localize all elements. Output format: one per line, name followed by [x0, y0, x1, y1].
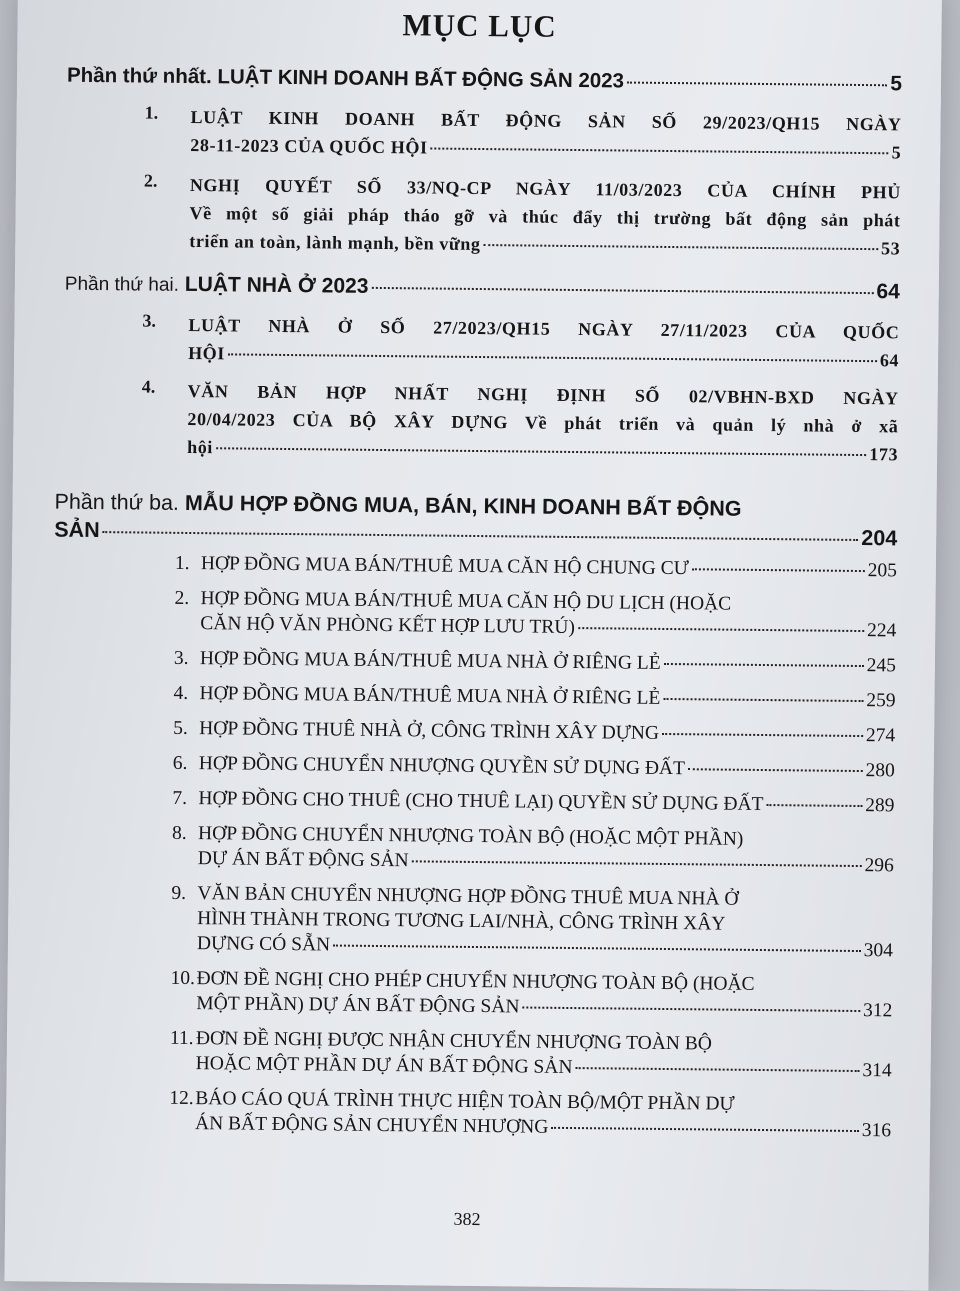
page-ref: 274 [865, 725, 896, 747]
item-line: ĐƠN ĐỀ NGHỊ ĐƯỢC NHẬN CHUYỂN NHƯỢNG TOÀN BỘ [195, 1028, 712, 1055]
entry-line: triển an toàn, lành mạnh, bền vững [189, 230, 481, 255]
item-number: 12. [169, 1087, 194, 1110]
entry-line: VĂN BẢN HỢP NHẤT NGHỊ ĐỊNH SỐ 02/VBHN-BXD NGÀY [187, 380, 899, 409]
leader-dots [662, 733, 863, 737]
item-last-line [198, 786, 894, 818]
item-line: HỢP ĐỒNG MUA BÁN/THUÊ MUA CĂN HỘ CHUNG CƯ [200, 553, 689, 580]
item-line: HỢP ĐỒNG MUA BÁN/THUÊ MUA CĂN HỘ DU LỊCH (HOẶC [200, 588, 732, 615]
leader-dots [228, 353, 877, 362]
page-ref: 64 [879, 350, 900, 371]
item-number: 11. [169, 1027, 194, 1050]
item-line: HỢP ĐỒNG MUA BÁN/THUÊ MUA NHÀ Ở RIÊNG LẺ [199, 648, 661, 674]
leader-dots [484, 244, 879, 250]
toc-entry-4 [63, 376, 899, 469]
entry-line: LUẬT NHÀ Ở SỐ 27/2023/QH15 NGÀY 27/11/2023 CỦA QUỐC [188, 314, 900, 343]
entry-number: 4. [141, 376, 156, 397]
item-line: ÁN BẤT ĐỘNG SẢN CHUYỂN NHƯỢNG [194, 1113, 549, 1138]
item-line: HỢP ĐỒNG CHUYỂN NHƯỢNG QUYỀN SỬ DỤNG ĐẤT [198, 753, 686, 780]
leader-dots [578, 627, 864, 632]
page-ref: 224 [866, 620, 897, 642]
leader-dots [692, 568, 865, 572]
page-ref: 5 [890, 72, 903, 96]
leader-dots [333, 945, 861, 953]
entry-line: NGHỊ QUYẾT SỐ 33/NQ-CP NGÀY 11/03/2023 CỦA CHÍNH PHỦ [189, 174, 901, 203]
page-ref: 5 [891, 142, 902, 163]
page-ref: 304 [863, 940, 894, 962]
item-line: DỰNG CÓ SẴN [196, 933, 331, 956]
entry-line: HỘI [188, 342, 226, 364]
page-ref: 204 [861, 526, 898, 551]
entry-number: 1. [144, 102, 159, 123]
item-line: HỢP ĐỒNG THUÊ NHÀ Ở, CÔNG TRÌNH XÂY DỰNG [199, 718, 660, 744]
contract-item [57, 965, 892, 1024]
entry-line: 20/04/2023 CỦA BỘ XÂY DỰNG Về phát triển và quản lý nhà ở xã [187, 408, 899, 437]
contract-item [60, 750, 895, 784]
leader-dots [216, 447, 866, 456]
page-ref: 316 [861, 1120, 892, 1142]
part-heading-3 [54, 488, 898, 553]
leader-dots [767, 804, 863, 807]
leader-dots [412, 860, 862, 867]
page-ref: 312 [862, 1000, 893, 1022]
page-ref: 53 [880, 238, 901, 259]
item-number: 5. [173, 717, 188, 739]
leader-dots [103, 531, 859, 541]
contract-item [61, 645, 896, 679]
leader-dots [688, 768, 863, 772]
part-name: LUẬT NHÀ Ở 2023 [184, 272, 369, 298]
toc-entry-3 [64, 310, 900, 375]
item-number: 8. [172, 822, 187, 844]
entry-number: 3. [142, 310, 157, 331]
leader-dots [431, 147, 889, 154]
item-number: 7. [172, 787, 188, 809]
page-ref: 296 [864, 855, 894, 877]
contract-item [62, 550, 897, 584]
part-name: MẪU HỢP ĐỒNG MUA, BÁN, KINH DOANH BẤT ĐỘNG [184, 490, 742, 521]
contract-item [60, 680, 895, 714]
contract-item [60, 715, 895, 749]
item-number: 10. [170, 967, 196, 990]
leader-dots [522, 1007, 860, 1013]
item-number: 1. [174, 552, 190, 574]
leader-dots [663, 698, 863, 702]
part-label: Phần thứ ba. [54, 489, 180, 515]
item-line: CĂN HỘ VĂN PHÒNG KẾT HỢP LƯU TRÚ) [200, 613, 576, 639]
item-last-line [200, 646, 896, 678]
contract-item [61, 585, 896, 644]
item-line: HOẶC MỘT PHẦN DỰ ÁN BẤT ĐỘNG SẢN [195, 1053, 573, 1079]
item-line: VĂN BẢN CHUYỂN NHƯỢNG HỢP ĐỒNG THUÊ MUA NHÀ Ở [197, 883, 739, 910]
part-heading-2 [65, 272, 900, 305]
item-number: 2. [174, 587, 190, 609]
leader-dots [627, 82, 887, 87]
contract-item [58, 880, 894, 964]
item-line: HỢP ĐỒNG CHUYỂN NHƯỢNG TOÀN BỘ (HOẶC MỘT PHẦN) [197, 823, 744, 850]
part-label: Phần thứ hai. [64, 273, 180, 296]
item-last-line [199, 681, 895, 713]
entry-line: LUẬT KINH DOANH BẤT ĐỘNG SẢN SỐ 29/2023/QH15 NGÀY [190, 106, 902, 135]
part-name-cont: SẢN [54, 517, 100, 543]
page-ref: 173 [869, 444, 899, 465]
toc-entry-2 [65, 170, 901, 263]
part-heading-1 [67, 64, 902, 97]
leader-dots [575, 1067, 859, 1072]
part-label: Phần thứ nhất. [66, 63, 212, 89]
page-number: 382 [453, 1208, 481, 1230]
page-ref: 259 [866, 690, 896, 712]
item-number: 4. [173, 682, 189, 704]
page-ref: 205 [867, 560, 898, 582]
item-last-line [199, 716, 895, 748]
item-line: HÌNH THÀNH TRONG TƯƠNG LAI/NHÀ, CÔNG TRÌNH XÂY [197, 908, 726, 935]
page-ref: 289 [865, 795, 895, 817]
contract-item [59, 820, 894, 879]
item-last-line [199, 751, 895, 783]
entry-line: 28-11-2023 CỦA QUỐC HỘI [190, 134, 428, 158]
item-line: HỢP ĐỒNG MUA BÁN/THUÊ MUA NHÀ Ở RIÊNG LẺ [199, 683, 661, 709]
contract-item [59, 785, 894, 819]
item-line: DỰ ÁN BẤT ĐỘNG SẢN [197, 848, 409, 872]
contract-template-list [56, 550, 897, 1144]
part-name: LUẬT KINH DOANH BẤT ĐỘNG SẢN 2023 [217, 65, 625, 93]
entry-line: Về một số giải pháp tháo gỡ và thúc đẩy thị trường bất động sản phát [189, 202, 901, 231]
page-ref: 314 [862, 1060, 892, 1082]
contract-item [57, 1025, 892, 1084]
item-number: 9. [171, 882, 187, 904]
item-line: BÁO CÁO QUÁ TRÌNH THỰC HIỆN TOÀN BỘ/MỘT PHẦN DỰ [195, 1088, 735, 1115]
item-line: ĐƠN ĐỀ NGHỊ CHO PHÉP CHUYỂN NHƯỢNG TOÀN BỘ (HOẶC [196, 968, 755, 995]
item-number: 6. [172, 752, 188, 774]
book-page [4, 0, 942, 1291]
page-title: MỤC LỤC [402, 7, 557, 44]
toc-entry-1 [66, 102, 902, 167]
leader-dots [664, 663, 864, 667]
item-number: 3. [173, 647, 189, 669]
page-ref: 280 [865, 760, 895, 782]
table-of-contents [56, 64, 902, 1144]
page-ref: 64 [876, 280, 900, 304]
item-line: MỘT PHẦN) DỰ ÁN BẤT ĐỘNG SẢN [196, 993, 520, 1018]
leader-dots [551, 1127, 858, 1132]
entry-number: 2. [143, 170, 158, 191]
entry-line: hội [187, 436, 214, 458]
item-line: HỢP ĐỒNG CHO THUÊ (CHO THUÊ LẠI) QUYỀN SỬ DỤNG ĐẤT [198, 788, 764, 816]
item-last-line [201, 551, 897, 583]
page-ref: 245 [866, 655, 897, 677]
leader-dots [371, 287, 873, 294]
contract-item [56, 1085, 891, 1144]
